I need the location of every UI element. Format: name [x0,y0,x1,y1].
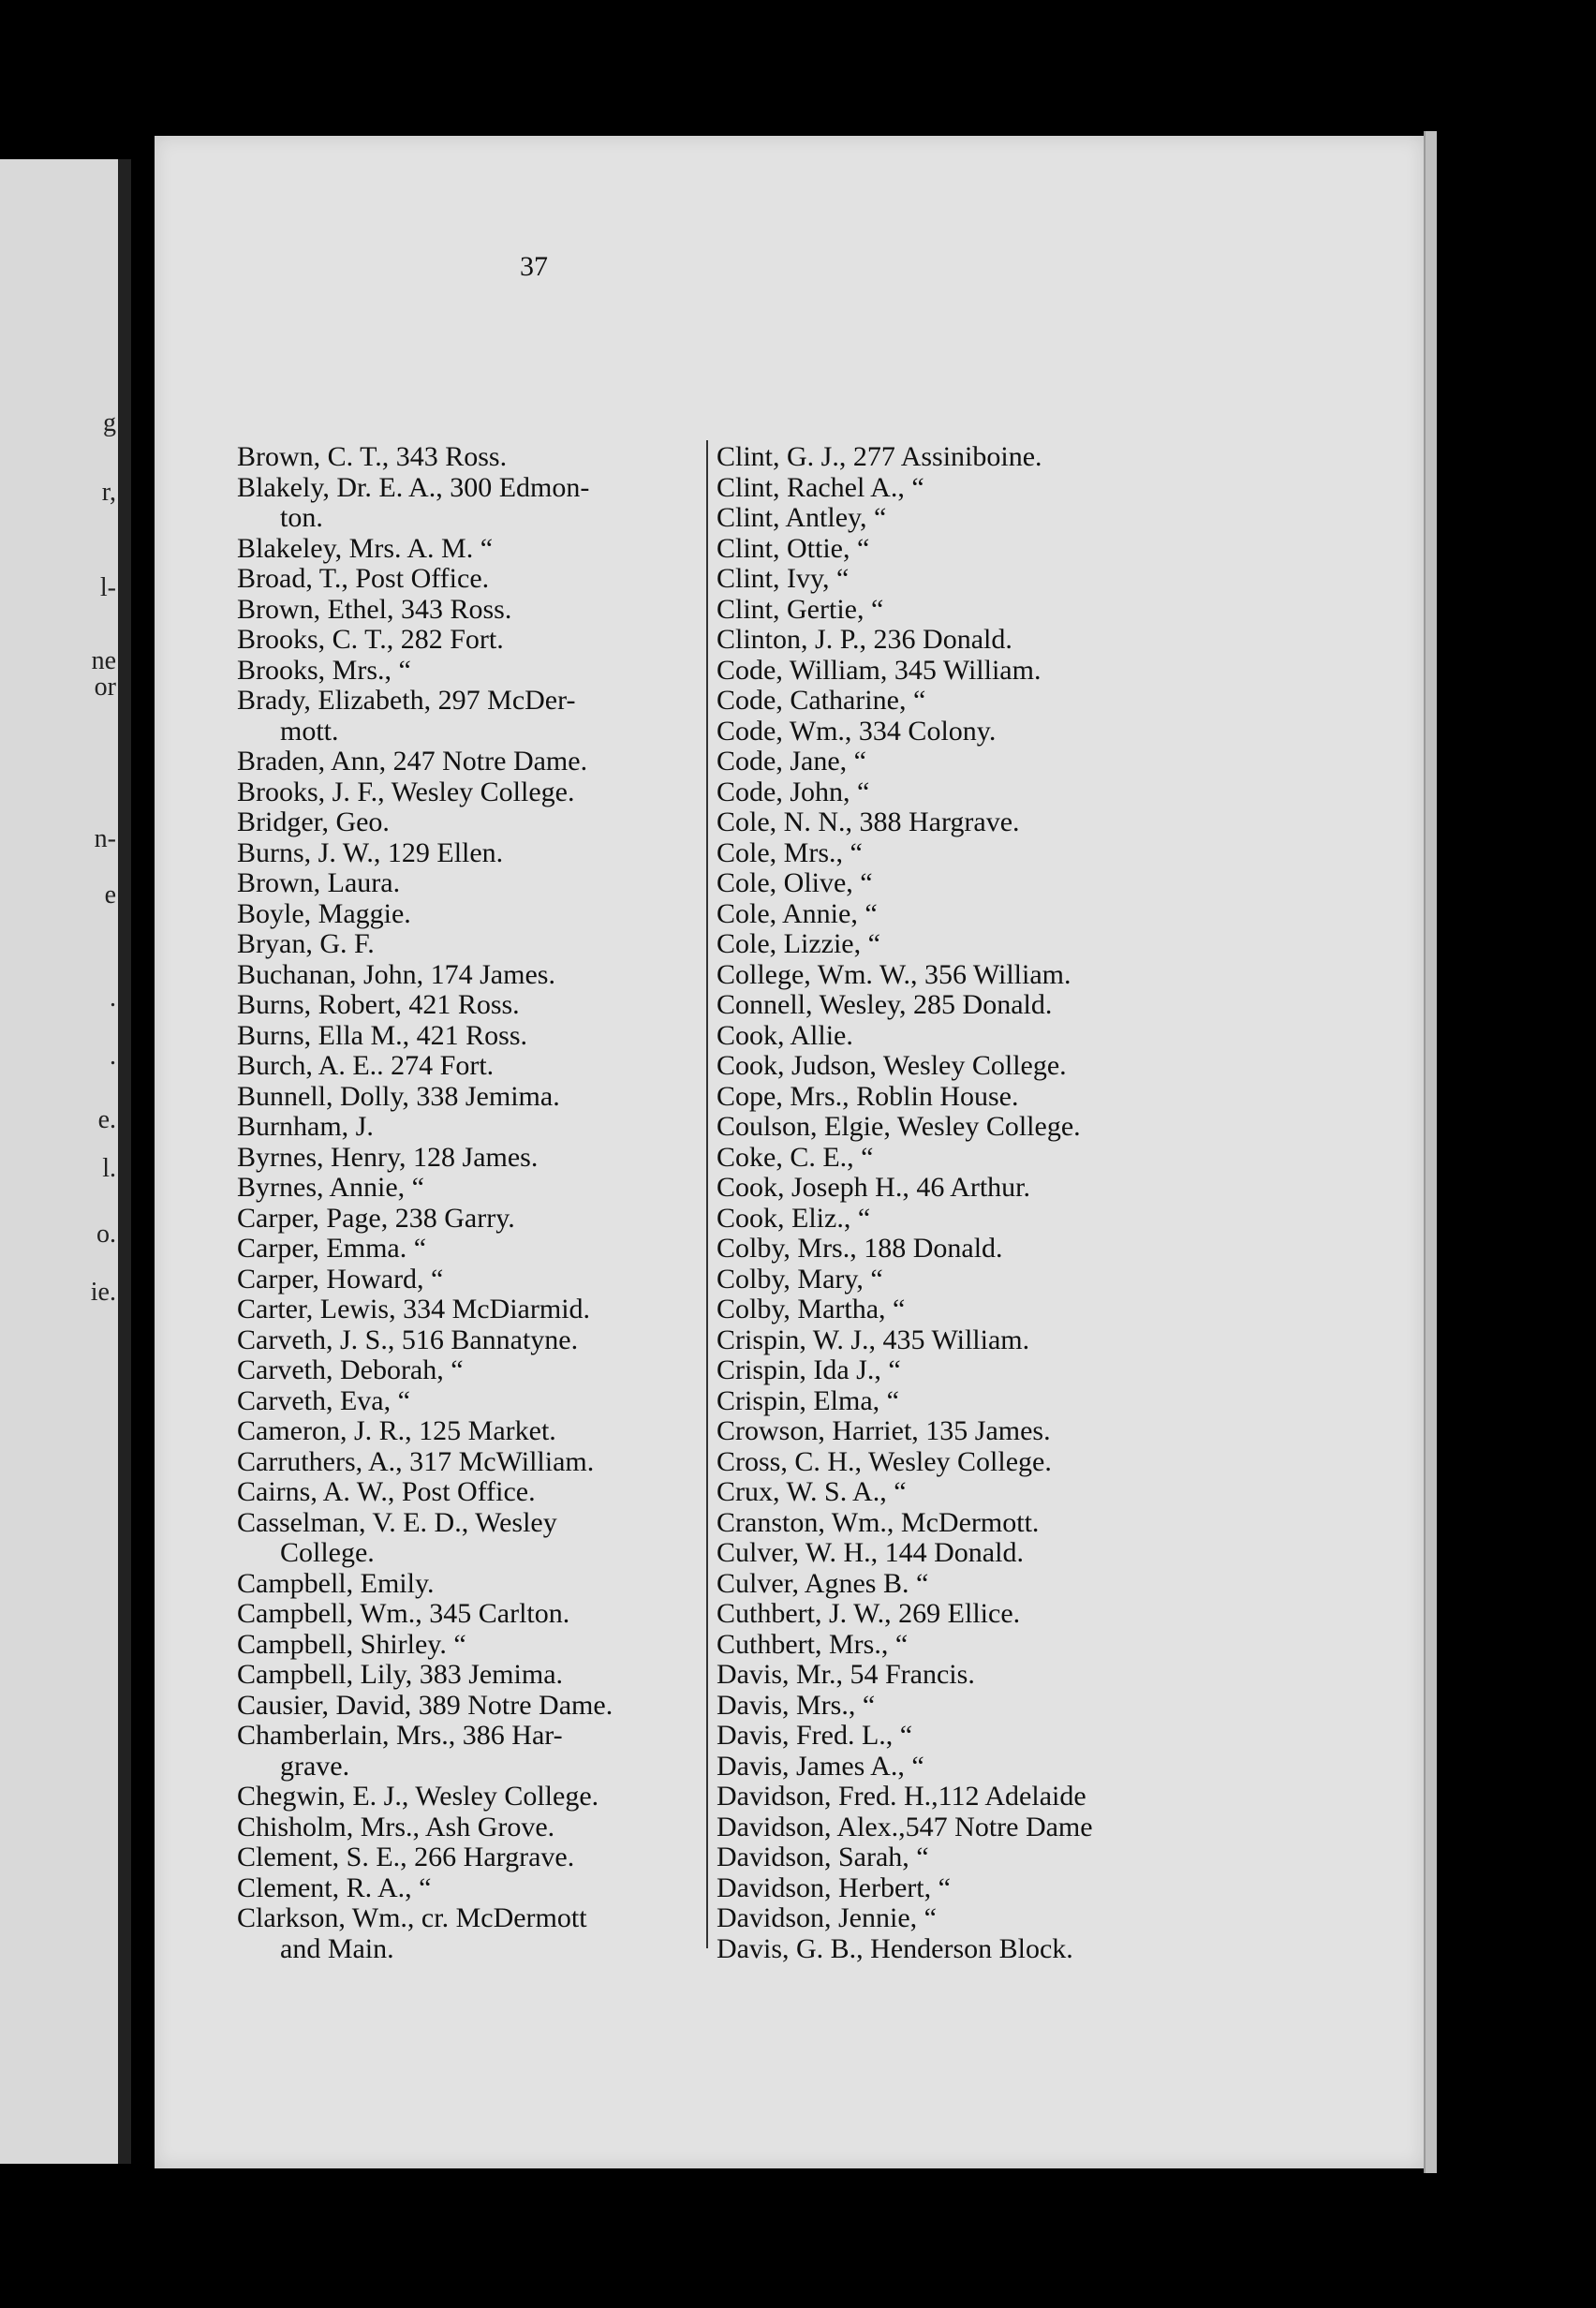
entry-text: Chegwin, E. J., Wesley College. [237,1781,599,1812]
directory-entry [237,1112,696,1143]
left-page-edge [0,159,131,2164]
entry-text: Clint, Ivy, “ [717,563,850,594]
directory-entry [237,960,696,991]
directory-entry [717,1051,1204,1082]
directory-entry [237,1903,696,1964]
directory-entry [237,1447,696,1478]
directory-entry [717,1660,1204,1691]
directory-entry [717,1812,1204,1843]
margin-fragment: ne [91,646,116,675]
margin-fragment: ie. [90,1278,116,1307]
entry-text: Clarkson, Wm., cr. McDermott [237,1902,587,1933]
directory-entry [237,990,696,1021]
entry-text: Braden, Ann, 247 Notre Dame. [237,746,588,777]
directory-entry [237,1051,696,1082]
entry-text: Cole, Mrs., “ [717,836,863,868]
entry-text: Cairns, A. W., Post Office. [237,1476,536,1507]
entry-text: Colby, Mary, “ [717,1263,883,1295]
directory-entry [717,1873,1204,1904]
directory-entry [237,1325,696,1356]
entry-text: Cook, Allie. [717,1019,853,1051]
directory-entry [237,899,696,930]
entry-text: Bunnell, Dolly, 338 Jemima. [237,1080,560,1112]
entry-text: Cole, Olive, “ [717,867,873,898]
entry-text: Byrnes, Henry, 128 James. [237,1141,539,1173]
directory-entry [717,1599,1204,1630]
entry-text: Causier, David, 389 Notre Dame. [237,1689,613,1721]
directory-entry [717,1355,1204,1386]
entry-text: Code, Jane, “ [717,746,866,777]
directory-entry [717,625,1204,656]
entry-text: Carter, Lewis, 334 McDiarmid. [237,1294,591,1324]
entry-text: Cole, N. N., 388 Hargrave. [717,806,1020,837]
directory-entry [237,777,696,808]
directory-entry [237,1660,696,1691]
entry-text: Davis, G. B., Henderson Block. [717,1932,1073,1964]
directory-entry [717,1416,1204,1447]
entry-text: Bryan, G. F. [237,928,375,959]
entry-text: Clement, S. E., 266 Hargrave. [237,1842,575,1872]
directory-entry [237,1416,696,1447]
entry-text: Crispin, Ida J., “ [717,1354,901,1385]
margin-fragment: n- [94,824,116,853]
directory-column-left [237,442,696,1964]
entry-text: Campbell, Wm., 345 Carlton. [237,1598,570,1629]
left-margin-fragments [0,159,131,2164]
directory-entry [717,1569,1204,1600]
directory-entry [717,717,1204,747]
margin-fragment: or [94,673,116,702]
entry-text: Crispin, Elma, “ [717,1384,899,1416]
directory-entry [237,929,696,960]
directory-entry [237,1477,696,1508]
entry-text: Buchanan, John, 174 James. [237,958,555,990]
directory-entry [717,1143,1204,1174]
entry-text: Brooks, Mrs., “ [237,654,411,686]
directory-entry [237,1721,696,1782]
entry-text: Chisholm, Mrs., Ash Grove. [237,1811,555,1842]
margin-fragment: e [104,880,116,910]
directory-entry [717,1234,1204,1265]
directory-entry [717,1325,1204,1356]
directory-entry [237,807,696,838]
margin-fragment: e. [97,1105,116,1134]
entry-text: Cole, Annie, “ [717,897,878,929]
directory-entry [717,990,1204,1021]
entry-text: Cook, Joseph H., 46 Arthur. [717,1172,1031,1203]
directory-entry [237,595,696,626]
directory-entry [717,534,1204,565]
directory-entry [237,1143,696,1174]
entry-text: Burns, Ella M., 421 Ross. [237,1019,528,1051]
entry-text: Clint, Antley, “ [717,502,887,533]
entry-continuation: mott. [280,715,339,747]
entry-text: Coulson, Elgie, Wesley College. [717,1111,1081,1142]
entry-text: Carper, Page, 238 Garry. [237,1202,515,1234]
directory-entry [717,1782,1204,1812]
directory-entry [717,777,1204,808]
entry-text: Cope, Mrs., Roblin House. [717,1080,1019,1112]
entry-text: Culver, W. H., 144 Donald. [717,1537,1024,1568]
entry-text: Cole, Lizzie, “ [717,928,880,959]
directory-entry [717,929,1204,960]
directory-entry [717,1173,1204,1204]
directory-entry [717,1630,1204,1661]
entry-text: Cross, C. H., Wesley College. [717,1445,1052,1477]
entry-text: Carveth, Eva, “ [237,1384,410,1416]
directory-entry [717,656,1204,687]
directory-entry [717,1112,1204,1143]
entry-text: Code, John, “ [717,776,870,807]
entry-text: Davidson, Fred. H.,112 Adelaide [717,1781,1086,1812]
directory-entry [237,1842,696,1873]
directory-entry [237,1599,696,1630]
directory-entry [717,1477,1204,1508]
directory-entry [237,747,696,777]
entry-text: Clint, Ottie, “ [717,532,870,564]
directory-entry [237,1355,696,1386]
directory-entry [237,686,696,747]
directory-entry [717,1447,1204,1478]
entry-text: Clint, Rachel A., “ [717,471,924,503]
entry-text: Brooks, J. F., Wesley College. [237,776,575,807]
entry-text: Burnham, J. [237,1111,374,1142]
directory-entry [237,1873,696,1904]
directory-entry [237,1508,696,1569]
entry-text: Chamberlain, Mrs., 386 Har- [237,1720,563,1751]
margin-fragment: g [103,408,116,437]
entry-text: Cook, Judson, Wesley College. [717,1050,1067,1081]
entry-text: Clint, G. J., 277 Assiniboine. [717,441,1042,472]
entry-text: Casselman, V. E. D., Wesley [237,1506,557,1538]
page-number: 37 [520,251,548,282]
directory-entry [237,1295,696,1325]
entry-text: Bridger, Geo. [237,806,390,837]
entry-text: Brady, Elizabeth, 297 McDer- [237,685,576,716]
entry-text: Burns, Robert, 421 Ross. [237,989,520,1020]
directory-entry [237,1021,696,1052]
directory-entry [237,1204,696,1235]
entry-text: Cranston, Wm., McDermott. [717,1506,1040,1538]
entry-text: Davidson, Alex.,547 Notre Dame [717,1811,1093,1842]
entry-text: Burch, A. E.. 274 Fort. [237,1050,495,1081]
directory-entry [717,1538,1204,1569]
entry-text: Crowson, Harriet, 135 James. [717,1415,1051,1446]
directory-entry [717,1386,1204,1417]
entry-text: Carveth, Deborah, “ [237,1354,464,1385]
entry-text: College, Wm. W., 356 William. [717,958,1071,990]
entry-text: Campbell, Emily. [237,1567,435,1599]
entry-text: Cuthbert, Mrs., “ [717,1628,909,1660]
entry-continuation: and Main. [280,1932,394,1964]
directory-entry [717,1082,1204,1113]
entry-text: Davidson, Sarah, “ [717,1842,929,1872]
column-divider [706,440,708,1948]
entry-text: Brown, Ethel, 343 Ross. [237,593,512,625]
entry-text: Davis, James A., “ [717,1750,924,1782]
directory-entry [237,625,696,656]
margin-fragment: o. [96,1220,116,1249]
margin-fragment: . [110,1042,116,1071]
entry-text: Cameron, J. R., 125 Market. [237,1415,556,1446]
directory-entry [237,1082,696,1113]
entry-text: Carper, Emma. “ [237,1233,427,1264]
entry-text: Cuthbert, J. W., 269 Ellice. [717,1598,1021,1629]
entry-text: Byrnes, Annie, “ [237,1172,424,1203]
directory-entry [717,838,1204,869]
entry-text: Connell, Wesley, 285 Donald. [717,989,1053,1020]
entry-text: Campbell, Lily, 383 Jemima. [237,1659,564,1690]
directory-entry [237,1812,696,1843]
directory-entry [717,868,1204,899]
entry-text: Davidson, Jennie, “ [717,1902,937,1933]
directory-entry [717,1691,1204,1722]
entry-text: Cook, Eliz., “ [717,1202,871,1234]
directory-entry [237,1265,696,1295]
entry-text: Davis, Fred. L., “ [717,1720,913,1751]
entry-text: Blakely, Dr. E. A., 300 Edmon- [237,471,590,503]
directory-entry [717,1752,1204,1783]
entry-text: Crispin, W. J., 435 William. [717,1324,1030,1355]
directory-entry [717,960,1204,991]
entry-text: Culver, Agnes B. “ [717,1567,929,1599]
directory-entry [717,473,1204,504]
directory-entry [237,534,696,565]
entry-text: Brown, C. T., 343 Ross. [237,441,508,472]
directory-entry [237,1782,696,1812]
entry-text: Clint, Gertie, “ [717,593,884,625]
entry-text: Davidson, Herbert, “ [717,1872,951,1903]
entry-text: Blakeley, Mrs. A. M. “ [237,532,494,564]
entry-continuation: grave. [280,1750,350,1782]
directory-entry [717,1934,1204,1965]
margin-fragment: . [110,984,116,1013]
directory-entry [717,747,1204,777]
directory-entry [237,868,696,899]
entry-text: Carruthers, A., 317 McWilliam. [237,1445,595,1477]
directory-entry [717,503,1204,534]
page-edge [1424,131,1437,2173]
directory-entry [237,1173,696,1204]
directory-entry [237,1691,696,1722]
directory-entry [717,595,1204,626]
entry-text: Clinton, J. P., 236 Donald. [717,624,1012,655]
entry-text: Colby, Martha, “ [717,1294,906,1324]
entry-text: Coke, C. E., “ [717,1141,874,1173]
directory-entry [237,564,696,595]
directory-entry [717,564,1204,595]
directory-entry [237,656,696,687]
directory-entry [237,1234,696,1265]
directory-entry [717,1021,1204,1052]
entry-continuation: ton. [280,502,323,533]
margin-fragment: l- [99,573,116,602]
directory-entry [717,1295,1204,1325]
entry-text: Code, Wm., 334 Colony. [717,715,997,747]
entry-text: Code, William, 345 William. [717,654,1042,686]
entry-text: Carper, Howard, “ [237,1263,444,1295]
entry-text: Davis, Mr., 54 Francis. [717,1659,975,1690]
directory-entry [717,1842,1204,1873]
entry-text: Broad, T., Post Office. [237,563,490,594]
directory-entry [237,442,696,473]
directory-entry [717,442,1204,473]
directory-entry [237,473,696,534]
entry-text: Davis, Mrs., “ [717,1689,876,1721]
entry-text: Campbell, Shirley. “ [237,1628,466,1660]
entry-text: Brown, Laura. [237,867,401,898]
directory-entry [237,1630,696,1661]
directory-entry [237,1386,696,1417]
directory-entry [717,1508,1204,1539]
directory-entry [717,1204,1204,1235]
directory-entry [717,1265,1204,1295]
directory-entry [717,1721,1204,1752]
entry-text: Crux, W. S. A., “ [717,1476,907,1507]
book-spine [118,159,131,2164]
directory-entry [237,1569,696,1600]
entry-text: Colby, Mrs., 188 Donald. [717,1233,1003,1264]
directory-entry [717,686,1204,717]
margin-fragment: l. [102,1154,116,1183]
entry-text: Burns, J. W., 129 Ellen. [237,836,504,868]
entry-text: Boyle, Maggie. [237,897,411,929]
entry-text: Carveth, J. S., 516 Bannatyne. [237,1324,579,1355]
directory-entry [237,838,696,869]
entry-text: Brooks, C. T., 282 Fort. [237,624,504,655]
directory-entry [717,899,1204,930]
directory-column-right [717,442,1204,1964]
directory-entry [717,807,1204,838]
entry-continuation: College. [280,1537,375,1568]
directory-entry [717,1903,1204,1934]
entry-text: Clement, R. A., “ [237,1872,432,1903]
entry-text: Code, Catharine, “ [717,685,926,716]
margin-fragment: r, [101,478,116,507]
